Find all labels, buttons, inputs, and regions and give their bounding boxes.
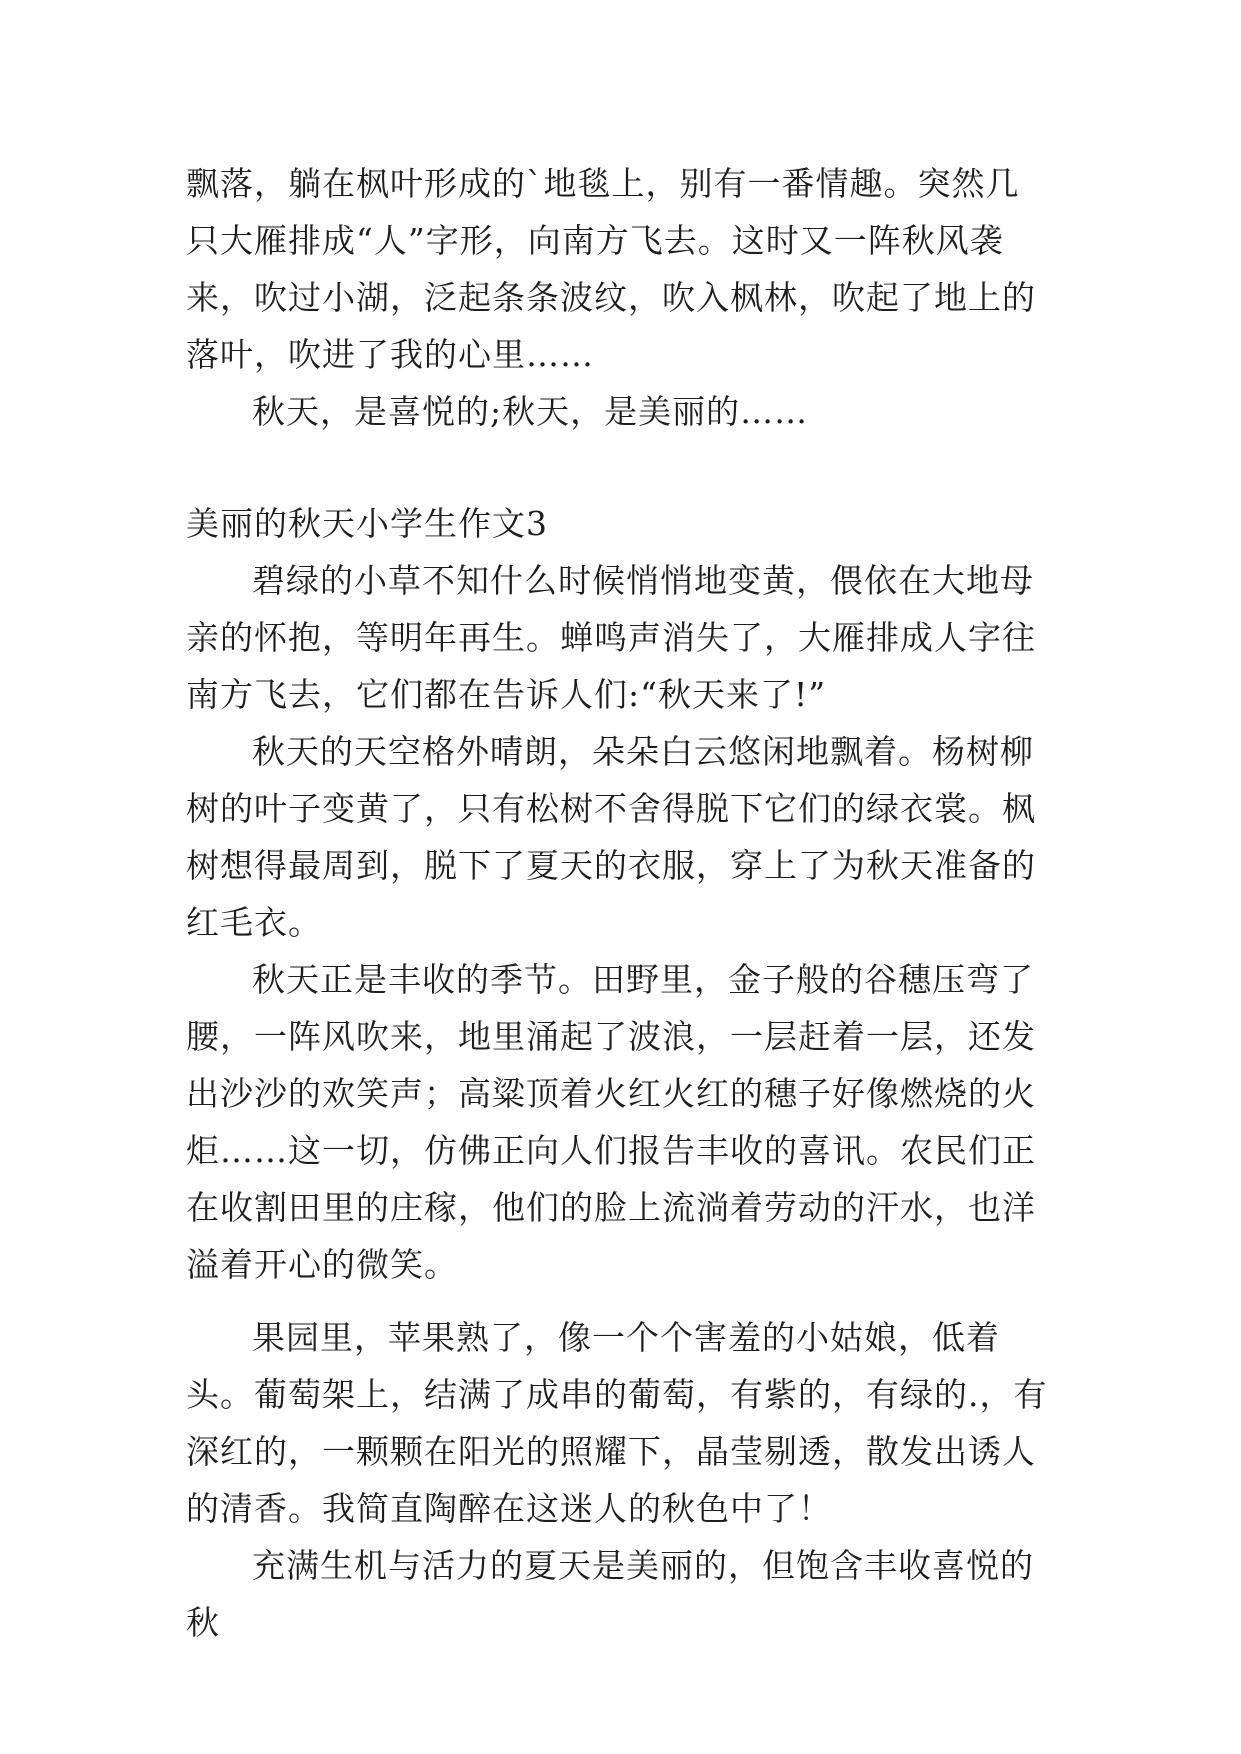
paragraph-grass: 碧绿的小草不知什么时候悄悄地变黄，偎依在大地母亲的怀抱，等明年再生。蝉鸣声消失了，大雁排成人字往南方飞去，它们都在告诉人们:“秋天来了!” — [186, 561, 1036, 714]
paragraph-continued: 飘落，躺在枫叶形成的`地毯上，别有一番情趣。突然几只大雁排成“人”字形，向南方飞去。这时又一阵秋风袭来，吹过小湖，泛起条条波纹，吹入枫林，吹起了地上的落叶，吹进了我的心里…… — [186, 164, 1036, 374]
essay-title: 美丽的秋天小学生作文3 — [186, 504, 548, 543]
document-body — [186, 155, 1048, 1651]
paragraph-closing-line: 秋天，是喜悦的;秋天，是美丽的…… — [252, 392, 809, 431]
paragraph-orchard: 果园里，苹果熟了，像一个个害羞的小姑娘，低着头。葡萄架上，结满了成串的葡萄，有紫的，有绿的.，有深红的，一颗颗在阳光的照耀下，晶莹剔透，散发出诱人的清香。我简直陶醉在这迷人的秋色中了！ — [186, 1318, 1048, 1528]
paragraph-sky: 秋天的天空格外晴朗，朵朵白云悠闲地飘着。杨树柳树的叶子变黄了，只有松树不舍得脱下它们的绿衣裳。枫树想得最周到，脱下了夏天的衣服，穿上了为秋天准备的红毛衣。 — [186, 732, 1036, 942]
paragraph-harvest: 秋天正是丰收的季节。田野里，金子般的谷穗压弯了腰，一阵风吹来，地里涌起了波浪，一层赶着一层，还发出沙沙的欢笑声；高粱顶着火红火红的穗子好像燃烧的火炬……这一切，仿佛正向人们报告丰收的喜讯。农民们正在收割田里的庄稼，他们的脸上流淌着劳动的汗水，也洋溢着开心的微笑。 — [186, 960, 1036, 1284]
paragraph-summer-autumn: 充满生机与活力的夏天是美丽的，但饱含丰收喜悦的秋 — [186, 1546, 1034, 1642]
